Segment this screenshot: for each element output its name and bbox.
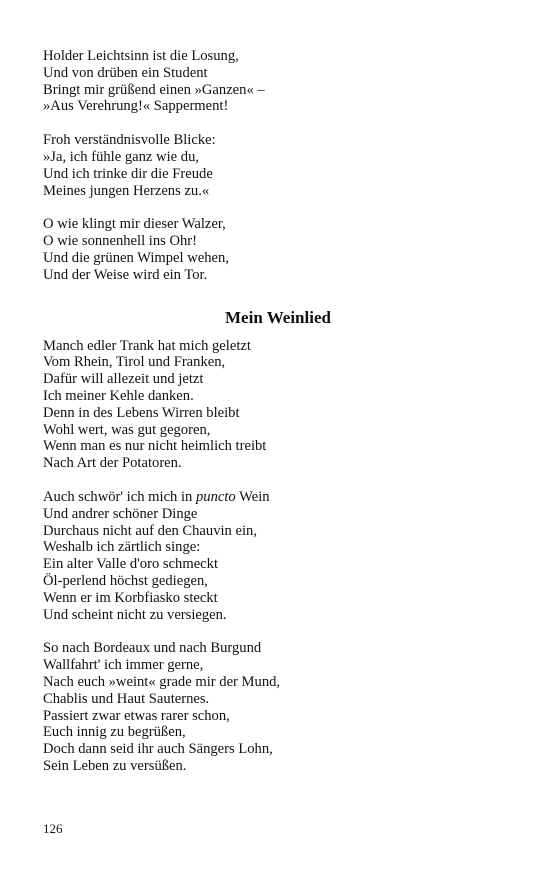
verse-line: Öl-perlend höchst gediegen, xyxy=(43,572,208,589)
verse-line: Euch innig zu begrüßen, xyxy=(43,724,186,741)
verse-line: Wallfahrt' ich immer gerne, xyxy=(43,657,204,674)
verse-line: Holder Leichtsinn ist die Losung, xyxy=(43,48,239,64)
stanza-gap xyxy=(43,623,513,640)
verse-line: O wie sonnenhell ins Ohr! xyxy=(43,233,198,250)
verse-line: Wenn er im Korbfiasko steckt xyxy=(43,589,218,606)
verse-line: »Aus Verehrung!« Sapperment! xyxy=(43,98,229,115)
verse-line: Passiert zwar etwas rarer schon, xyxy=(43,707,230,724)
stanza xyxy=(43,132,513,199)
stanza xyxy=(43,640,513,774)
verse-line: Vom Rhein, Tirol und Franken, xyxy=(43,354,226,371)
verse-line: Bringt mir grüßend einen »Ganzen« – xyxy=(43,81,265,98)
verse-line: O wie klingt mir dieser Walzer, xyxy=(43,216,226,233)
verse-line: Wohl wert, was gut gegoren, xyxy=(43,421,211,438)
verse-line: Dafür will allezeit und jetzt xyxy=(43,371,204,388)
stanza xyxy=(43,48,513,115)
verse-line: Und die grünen Wimpel wehen, xyxy=(43,249,229,266)
verse-line: Meines jungen Herzens zu.« xyxy=(43,182,210,199)
verse-line: Ein alter Valle d'oro schmeckt xyxy=(43,556,218,573)
stanza xyxy=(43,216,513,283)
verse-line: Und der Weise wird ein Tor. xyxy=(43,266,208,283)
verse-line: Manch edler Trank hat mich geletzt xyxy=(43,337,251,354)
verse-line: Und andrer schöner Dinge xyxy=(43,505,198,522)
verse-line: Chablis und Haut Sauternes. xyxy=(43,690,210,707)
verse-line: »Ja, ich fühle ganz wie du, xyxy=(43,148,200,165)
stanza-gap xyxy=(43,472,513,489)
verse-line: Sein Leben zu versüßen. xyxy=(43,757,187,774)
verse-text: Wein xyxy=(235,488,270,505)
verse-line: Und von drüben ein Student xyxy=(43,64,208,81)
verse-line: Denn in des Lebens Wirren bleibt xyxy=(43,404,240,421)
verse-line: Froh verständnisvolle Blicke: xyxy=(43,132,216,149)
verse-line: So nach Bordeaux und nach Burgund xyxy=(43,640,262,657)
verse-text: Auch schwör' ich mich in xyxy=(43,488,196,505)
verse-line: Doch dann seid ihr auch Sängers Lohn, xyxy=(43,741,273,758)
verse-line: Und scheint nicht zu versiegen. xyxy=(43,606,227,623)
verse-line: Wenn man es nur nicht heimlich treibt xyxy=(43,438,267,455)
verse-line: Durchaus nicht auf den Chauvin ein, xyxy=(43,522,257,539)
stanza xyxy=(43,338,513,472)
page-body xyxy=(43,48,513,775)
verse-line: Und ich trinke dir die Freude xyxy=(43,165,213,182)
poem-title: Mein Weinlied xyxy=(225,307,331,327)
stanza xyxy=(43,489,513,623)
verse-line: Ich meiner Kehle danken. xyxy=(43,387,194,404)
verse-line: Nach Art der Potatoren. xyxy=(43,455,182,472)
verse-line: Weshalb ich zärtlich singe: xyxy=(43,539,201,556)
stanza-gap xyxy=(43,199,513,216)
stanza-gap xyxy=(43,115,513,132)
poem-mein-weinlied xyxy=(43,338,513,775)
verse-italic-text: puncto xyxy=(196,488,236,505)
verse-line: Nach euch »weint« grade mir der Mund, xyxy=(43,673,281,690)
page-number: 126 xyxy=(43,821,63,836)
poem-continued xyxy=(43,48,513,284)
verse-line xyxy=(43,489,513,506)
